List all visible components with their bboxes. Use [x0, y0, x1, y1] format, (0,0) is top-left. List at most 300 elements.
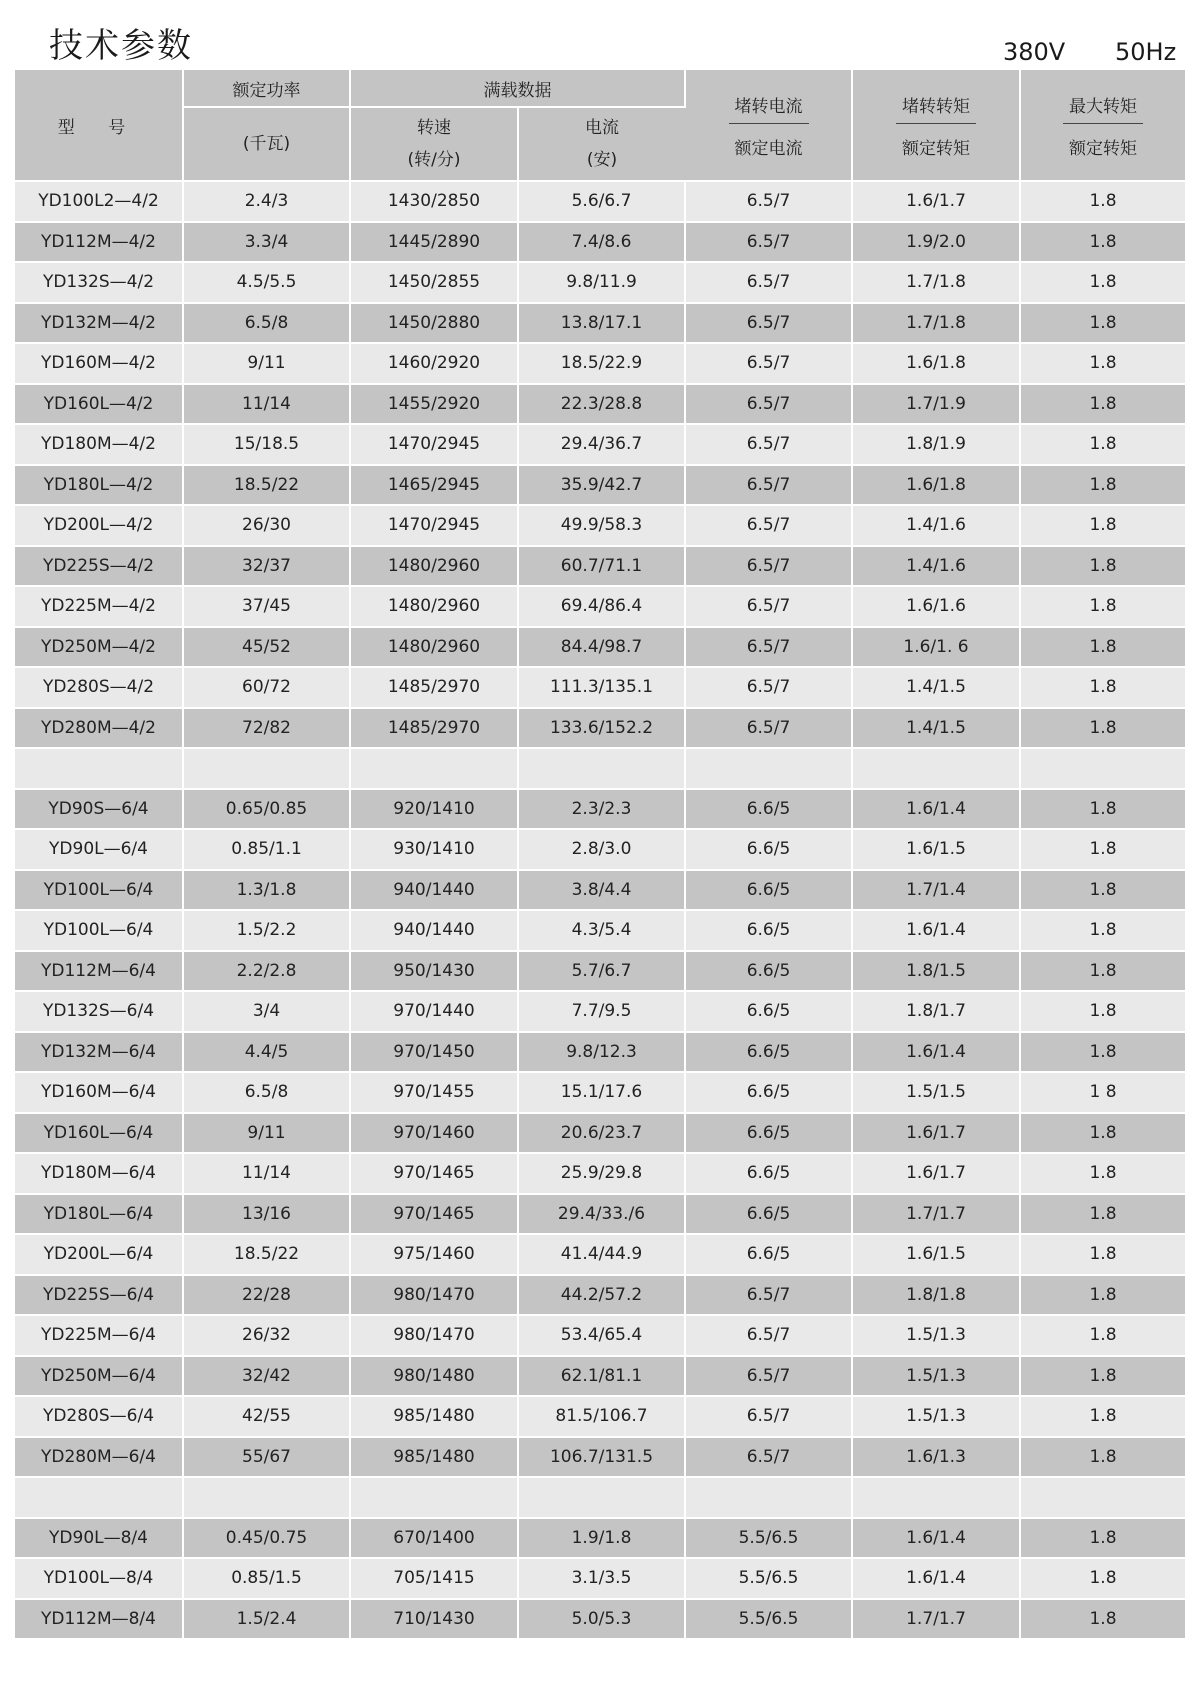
cell-model: YD112M—6/4	[15, 951, 183, 992]
header-model: 型 号	[15, 70, 183, 181]
cell-speed: 1465/2945	[350, 465, 518, 506]
cell-model: YD112M—4/2	[15, 222, 183, 263]
cell-model: YD225M—4/2	[15, 586, 183, 627]
page-title: 技术参数	[49, 26, 193, 66]
cell-model: YD160M—4/2	[15, 343, 183, 384]
cell-current: 3.1/3.5	[518, 1558, 685, 1599]
rated-current-label: 额定电流	[734, 138, 803, 159]
cell-locked-current-ratio: 6.6/5	[685, 789, 852, 830]
cell-max-torque-ratio: 1 8	[1020, 1072, 1185, 1113]
cell-current	[518, 748, 685, 789]
cell-current: 25.9/29.8	[518, 1153, 685, 1194]
cell-current: 9.8/12.3	[518, 1032, 685, 1073]
table-row	[15, 1396, 1185, 1437]
cell-rated-power	[183, 1477, 350, 1518]
cell-locked-torque-ratio: 1.8/1.5	[852, 951, 1020, 992]
cell-speed: 1455/2920	[350, 384, 518, 425]
cell-model: YD200L—6/4	[15, 1234, 183, 1275]
cell-max-torque-ratio: 1.8	[1020, 951, 1185, 992]
cell-locked-torque-ratio: 1.8/1.9	[852, 424, 1020, 465]
cell-locked-torque-ratio	[852, 1477, 1020, 1518]
cell-current: 29.4/36.7	[518, 424, 685, 465]
header-rated-power: 额定功率	[183, 70, 350, 107]
cell-max-torque-ratio: 1.8	[1020, 1437, 1185, 1478]
cell-locked-torque-ratio: 1.7/1.4	[852, 870, 1020, 911]
cell-rated-power: 3.3/4	[183, 222, 350, 263]
cell-model: YD160L—6/4	[15, 1113, 183, 1154]
cell-max-torque-ratio: 1.8	[1020, 708, 1185, 749]
cell-rated-power: 18.5/22	[183, 465, 350, 506]
cell-locked-torque-ratio: 1.6/1.3	[852, 1437, 1020, 1478]
cell-locked-current-ratio: 5.5/6.5	[685, 1558, 852, 1599]
max-torque-label: 最大转矩	[1063, 92, 1143, 124]
cell-rated-power: 2.4/3	[183, 181, 350, 222]
cell-model: YD100L—6/4	[15, 870, 183, 911]
cell-current: 49.9/58.3	[518, 505, 685, 546]
cell-rated-power: 4.4/5	[183, 1032, 350, 1073]
cell-locked-torque-ratio: 1.7/1.7	[852, 1194, 1020, 1235]
table-row	[15, 829, 1185, 870]
cell-max-torque-ratio: 1.8	[1020, 1113, 1185, 1154]
table-row	[15, 181, 1185, 222]
cell-speed: 1450/2855	[350, 262, 518, 303]
locked-torque-label: 堵转转矩	[896, 92, 976, 124]
table-row	[15, 667, 1185, 708]
cell-current: 44.2/57.2	[518, 1275, 685, 1316]
header-speed	[350, 107, 518, 181]
header-rated-power-unit: (千瓦)	[183, 107, 350, 181]
cell-locked-torque-ratio: 1.7/1.8	[852, 303, 1020, 344]
cell-model: YD132S—6/4	[15, 991, 183, 1032]
cell-locked-current-ratio: 6.5/7	[685, 424, 852, 465]
cell-locked-current-ratio: 6.6/5	[685, 1194, 852, 1235]
cell-locked-torque-ratio: 1.7/1.9	[852, 384, 1020, 425]
cell-speed: 920/1410	[350, 789, 518, 830]
header-locked-current-ratio	[685, 70, 852, 181]
cell-speed: 1480/2960	[350, 546, 518, 587]
cell-locked-torque-ratio: 1.9/2.0	[852, 222, 1020, 263]
table-row	[15, 1194, 1185, 1235]
voltage-label: 380V	[1003, 38, 1066, 66]
cell-locked-torque-ratio: 1.5/1.3	[852, 1396, 1020, 1437]
cell-model: YD90L—8/4	[15, 1518, 183, 1559]
cell-model	[15, 1477, 183, 1518]
cell-locked-current-ratio: 6.5/7	[685, 1356, 852, 1397]
cell-model: YD160L—4/2	[15, 384, 183, 425]
cell-rated-power: 55/67	[183, 1437, 350, 1478]
cell-max-torque-ratio: 1.8	[1020, 789, 1185, 830]
cell-max-torque-ratio: 1.8	[1020, 1275, 1185, 1316]
cell-locked-torque-ratio: 1.6/1.5	[852, 829, 1020, 870]
table-row	[15, 951, 1185, 992]
table-row	[15, 870, 1185, 911]
cell-locked-torque-ratio: 1.6/1.7	[852, 181, 1020, 222]
cell-model: YD180M—4/2	[15, 424, 183, 465]
cell-model: YD200L—4/2	[15, 505, 183, 546]
cell-locked-torque-ratio: 1.6/1.7	[852, 1153, 1020, 1194]
table-row	[15, 627, 1185, 668]
cell-model: YD90L—6/4	[15, 829, 183, 870]
cell-max-torque-ratio: 1.8	[1020, 343, 1185, 384]
cell-speed: 980/1480	[350, 1356, 518, 1397]
cell-model: YD180L—6/4	[15, 1194, 183, 1235]
table-row	[15, 1072, 1185, 1113]
cell-max-torque-ratio: 1.8	[1020, 870, 1185, 911]
frequency-label: 50Hz	[1115, 38, 1177, 66]
cell-current: 18.5/22.9	[518, 343, 685, 384]
cell-locked-current-ratio: 6.5/7	[685, 1315, 852, 1356]
cell-max-torque-ratio: 1.8	[1020, 1599, 1185, 1640]
cell-current: 3.8/4.4	[518, 870, 685, 911]
cell-current: 2.3/2.3	[518, 789, 685, 830]
cell-rated-power: 32/37	[183, 546, 350, 587]
cell-locked-torque-ratio: 1.6/1.5	[852, 1234, 1020, 1275]
cell-rated-power: 1.5/2.2	[183, 910, 350, 951]
cell-max-torque-ratio: 1.8	[1020, 627, 1185, 668]
speed-label: 转速	[417, 118, 451, 138]
cell-model: YD180M—6/4	[15, 1153, 183, 1194]
cell-rated-power: 72/82	[183, 708, 350, 749]
page-header	[15, 18, 1185, 70]
cell-max-torque-ratio: 1.8	[1020, 667, 1185, 708]
cell-rated-power: 18.5/22	[183, 1234, 350, 1275]
cell-speed: 710/1430	[350, 1599, 518, 1640]
cell-rated-power: 60/72	[183, 667, 350, 708]
cell-locked-torque-ratio: 1.6/1.8	[852, 343, 1020, 384]
cell-locked-torque-ratio: 1.6/1.4	[852, 1558, 1020, 1599]
cell-max-torque-ratio: 1.8	[1020, 1234, 1185, 1275]
cell-speed: 950/1430	[350, 951, 518, 992]
cell-speed: 940/1440	[350, 870, 518, 911]
cell-model: YD225S—6/4	[15, 1275, 183, 1316]
cell-locked-current-ratio: 6.5/7	[685, 505, 852, 546]
cell-speed: 670/1400	[350, 1518, 518, 1559]
header-full-load: 满载数据	[350, 70, 685, 107]
cell-rated-power: 4.5/5.5	[183, 262, 350, 303]
cell-locked-current-ratio: 6.6/5	[685, 870, 852, 911]
cell-rated-power: 2.2/2.8	[183, 951, 350, 992]
speed-unit: (转/分)	[407, 150, 461, 170]
table-row	[15, 1477, 1185, 1518]
cell-speed: 970/1450	[350, 1032, 518, 1073]
cell-max-torque-ratio: 1.8	[1020, 1396, 1185, 1437]
cell-locked-torque-ratio	[852, 748, 1020, 789]
cell-current: 111.3/135.1	[518, 667, 685, 708]
cell-locked-torque-ratio: 1.6/1.7	[852, 1113, 1020, 1154]
table-row	[15, 708, 1185, 749]
cell-current: 7.4/8.6	[518, 222, 685, 263]
cell-model: YD250M—4/2	[15, 627, 183, 668]
cell-locked-current-ratio: 6.5/7	[685, 1437, 852, 1478]
current-label: 电流	[585, 118, 619, 138]
cell-speed: 970/1465	[350, 1153, 518, 1194]
cell-locked-current-ratio: 6.6/5	[685, 910, 852, 951]
cell-speed: 940/1440	[350, 910, 518, 951]
table-row	[15, 505, 1185, 546]
cell-speed: 975/1460	[350, 1234, 518, 1275]
cell-locked-current-ratio: 6.5/7	[685, 1275, 852, 1316]
cell-rated-power	[183, 748, 350, 789]
cell-current: 106.7/131.5	[518, 1437, 685, 1478]
cell-locked-current-ratio: 6.6/5	[685, 1072, 852, 1113]
cell-locked-torque-ratio: 1.4/1.5	[852, 708, 1020, 749]
cell-max-torque-ratio: 1.8	[1020, 910, 1185, 951]
cell-max-torque-ratio: 1.8	[1020, 181, 1185, 222]
cell-model	[15, 748, 183, 789]
cell-locked-current-ratio: 6.5/7	[685, 1396, 852, 1437]
cell-speed: 1480/2960	[350, 586, 518, 627]
cell-model: YD225S—4/2	[15, 546, 183, 587]
cell-current: 9.8/11.9	[518, 262, 685, 303]
cell-speed: 980/1470	[350, 1275, 518, 1316]
cell-speed: 1450/2880	[350, 303, 518, 344]
cell-locked-current-ratio: 6.6/5	[685, 991, 852, 1032]
cell-rated-power: 3/4	[183, 991, 350, 1032]
cell-speed: 970/1440	[350, 991, 518, 1032]
cell-rated-power: 0.65/0.85	[183, 789, 350, 830]
current-unit: (安)	[586, 150, 618, 170]
cell-locked-torque-ratio: 1.4/1.6	[852, 546, 1020, 587]
cell-current: 13.8/17.1	[518, 303, 685, 344]
cell-current: 5.7/6.7	[518, 951, 685, 992]
cell-max-torque-ratio: 1.8	[1020, 222, 1185, 263]
cell-locked-torque-ratio: 1.7/1.8	[852, 262, 1020, 303]
cell-current: 41.4/44.9	[518, 1234, 685, 1275]
cell-max-torque-ratio	[1020, 1477, 1185, 1518]
cell-current: 53.4/65.4	[518, 1315, 685, 1356]
cell-max-torque-ratio: 1.8	[1020, 829, 1185, 870]
cell-max-torque-ratio: 1.8	[1020, 1032, 1185, 1073]
cell-locked-torque-ratio: 1.6/1.4	[852, 1518, 1020, 1559]
cell-speed	[350, 1477, 518, 1518]
cell-locked-torque-ratio: 1.7/1.7	[852, 1599, 1020, 1640]
cell-current	[518, 1477, 685, 1518]
cell-locked-torque-ratio: 1.4/1.5	[852, 667, 1020, 708]
table-row	[15, 465, 1185, 506]
cell-rated-power: 32/42	[183, 1356, 350, 1397]
cell-locked-torque-ratio: 1.8/1.8	[852, 1275, 1020, 1316]
cell-locked-current-ratio: 5.5/6.5	[685, 1518, 852, 1559]
table-row	[15, 343, 1185, 384]
cell-current: 60.7/71.1	[518, 546, 685, 587]
cell-speed: 985/1480	[350, 1396, 518, 1437]
cell-locked-current-ratio: 6.6/5	[685, 1113, 852, 1154]
cell-rated-power: 11/14	[183, 384, 350, 425]
cell-max-torque-ratio: 1.8	[1020, 586, 1185, 627]
cell-rated-power: 0.85/1.1	[183, 829, 350, 870]
cell-locked-torque-ratio: 1.5/1.3	[852, 1356, 1020, 1397]
cell-model: YD225M—6/4	[15, 1315, 183, 1356]
cell-rated-power: 42/55	[183, 1396, 350, 1437]
cell-locked-current-ratio: 6.6/5	[685, 1234, 852, 1275]
cell-max-torque-ratio: 1.8	[1020, 546, 1185, 587]
cell-locked-current-ratio: 6.5/7	[685, 222, 852, 263]
cell-model: YD280S—4/2	[15, 667, 183, 708]
cell-rated-power: 9/11	[183, 1113, 350, 1154]
cell-max-torque-ratio: 1.8	[1020, 465, 1185, 506]
cell-speed: 1430/2850	[350, 181, 518, 222]
cell-max-torque-ratio: 1.8	[1020, 384, 1185, 425]
table-row	[15, 1032, 1185, 1073]
table-row	[15, 222, 1185, 263]
cell-rated-power: 6.5/8	[183, 1072, 350, 1113]
cell-locked-current-ratio	[685, 748, 852, 789]
cell-speed: 1485/2970	[350, 708, 518, 749]
cell-speed: 1480/2960	[350, 627, 518, 668]
cell-speed: 970/1455	[350, 1072, 518, 1113]
table-row	[15, 1315, 1185, 1356]
cell-model: YD160M—6/4	[15, 1072, 183, 1113]
cell-model: YD90S—6/4	[15, 789, 183, 830]
table-row	[15, 1275, 1185, 1316]
cell-current: 15.1/17.6	[518, 1072, 685, 1113]
cell-locked-current-ratio: 6.6/5	[685, 829, 852, 870]
cell-locked-current-ratio: 6.5/7	[685, 465, 852, 506]
cell-max-torque-ratio: 1.8	[1020, 1315, 1185, 1356]
table-row	[15, 1558, 1185, 1599]
table-row	[15, 1234, 1185, 1275]
cell-locked-current-ratio: 6.5/7	[685, 384, 852, 425]
cell-max-torque-ratio: 1.8	[1020, 1356, 1185, 1397]
cell-current: 133.6/152.2	[518, 708, 685, 749]
cell-current: 5.6/6.7	[518, 181, 685, 222]
table-row	[15, 1356, 1185, 1397]
cell-speed: 970/1460	[350, 1113, 518, 1154]
table-row	[15, 789, 1185, 830]
cell-speed	[350, 748, 518, 789]
cell-locked-current-ratio: 6.6/5	[685, 1153, 852, 1194]
cell-max-torque-ratio: 1.8	[1020, 262, 1185, 303]
cell-rated-power: 26/30	[183, 505, 350, 546]
cell-max-torque-ratio: 1.8	[1020, 505, 1185, 546]
cell-max-torque-ratio	[1020, 748, 1185, 789]
cell-max-torque-ratio: 1.8	[1020, 424, 1185, 465]
cell-locked-current-ratio: 6.5/7	[685, 303, 852, 344]
cell-current: 84.4/98.7	[518, 627, 685, 668]
cell-locked-current-ratio: 6.5/7	[685, 546, 852, 587]
cell-rated-power: 22/28	[183, 1275, 350, 1316]
cell-locked-torque-ratio: 1.6/1.4	[852, 789, 1020, 830]
rated-torque-label: 额定转矩	[902, 138, 970, 159]
cell-speed: 1445/2890	[350, 222, 518, 263]
cell-locked-torque-ratio: 1.6/1.8	[852, 465, 1020, 506]
cell-locked-torque-ratio: 1.8/1.7	[852, 991, 1020, 1032]
cell-locked-torque-ratio: 1.5/1.5	[852, 1072, 1020, 1113]
cell-model: YD132M—4/2	[15, 303, 183, 344]
cell-locked-current-ratio: 6.5/7	[685, 262, 852, 303]
table-row	[15, 262, 1185, 303]
cell-rated-power: 9/11	[183, 343, 350, 384]
cell-locked-current-ratio	[685, 1477, 852, 1518]
cell-locked-current-ratio: 6.5/7	[685, 343, 852, 384]
cell-rated-power: 1.3/1.8	[183, 870, 350, 911]
cell-max-torque-ratio: 1.8	[1020, 991, 1185, 1032]
cell-current: 7.7/9.5	[518, 991, 685, 1032]
cell-current: 22.3/28.8	[518, 384, 685, 425]
cell-current: 62.1/81.1	[518, 1356, 685, 1397]
cell-max-torque-ratio: 1.8	[1020, 1153, 1185, 1194]
table-row	[15, 910, 1185, 951]
cell-current: 5.0/5.3	[518, 1599, 685, 1640]
table-row	[15, 586, 1185, 627]
table-row	[15, 1437, 1185, 1478]
cell-rated-power: 6.5/8	[183, 303, 350, 344]
cell-speed: 930/1410	[350, 829, 518, 870]
header-max-torque-ratio	[1020, 70, 1185, 181]
locked-current-label: 堵转电流	[729, 92, 809, 124]
cell-speed: 980/1470	[350, 1315, 518, 1356]
cell-rated-power: 0.45/0.75	[183, 1518, 350, 1559]
table-row	[15, 424, 1185, 465]
cell-current: 69.4/86.4	[518, 586, 685, 627]
cell-current: 20.6/23.7	[518, 1113, 685, 1154]
cell-locked-torque-ratio: 1.6/1.4	[852, 910, 1020, 951]
cell-model: YD100L—8/4	[15, 1558, 183, 1599]
header-locked-torque-ratio	[852, 70, 1020, 181]
cell-current: 35.9/42.7	[518, 465, 685, 506]
table-row	[15, 1153, 1185, 1194]
cell-locked-current-ratio: 6.5/7	[685, 627, 852, 668]
cell-max-torque-ratio: 1.8	[1020, 303, 1185, 344]
cell-model: YD280M—4/2	[15, 708, 183, 749]
cell-model: YD280M—6/4	[15, 1437, 183, 1478]
table-header	[15, 70, 1185, 181]
cell-model: YD180L—4/2	[15, 465, 183, 506]
rated-torque-label-2: 额定转矩	[1069, 138, 1137, 159]
cell-speed: 705/1415	[350, 1558, 518, 1599]
table-row	[15, 991, 1185, 1032]
table-body	[15, 181, 1185, 1639]
cell-speed: 1460/2920	[350, 343, 518, 384]
cell-rated-power: 11/14	[183, 1153, 350, 1194]
table-row	[15, 384, 1185, 425]
cell-max-torque-ratio: 1.8	[1020, 1558, 1185, 1599]
cell-locked-torque-ratio: 1.5/1.3	[852, 1315, 1020, 1356]
cell-speed: 1470/2945	[350, 424, 518, 465]
table-row	[15, 748, 1185, 789]
cell-locked-current-ratio: 6.5/7	[685, 667, 852, 708]
cell-max-torque-ratio: 1.8	[1020, 1518, 1185, 1559]
cell-locked-current-ratio: 6.5/7	[685, 181, 852, 222]
cell-model: YD132M—6/4	[15, 1032, 183, 1073]
cell-speed: 985/1480	[350, 1437, 518, 1478]
cell-locked-current-ratio: 6.5/7	[685, 586, 852, 627]
table-row	[15, 1599, 1185, 1640]
cell-locked-current-ratio: 6.5/7	[685, 708, 852, 749]
header-current	[518, 107, 685, 181]
cell-speed: 1485/2970	[350, 667, 518, 708]
table-row	[15, 1113, 1185, 1154]
cell-max-torque-ratio: 1.8	[1020, 1194, 1185, 1235]
cell-locked-current-ratio: 6.6/5	[685, 951, 852, 992]
cell-model: YD280S—6/4	[15, 1396, 183, 1437]
cell-current: 2.8/3.0	[518, 829, 685, 870]
table-row	[15, 303, 1185, 344]
cell-model: YD100L2—4/2	[15, 181, 183, 222]
cell-locked-torque-ratio: 1.6/1.4	[852, 1032, 1020, 1073]
cell-model: YD100L—6/4	[15, 910, 183, 951]
cell-locked-torque-ratio: 1.6/1. 6	[852, 627, 1020, 668]
cell-rated-power: 1.5/2.4	[183, 1599, 350, 1640]
cell-speed: 970/1465	[350, 1194, 518, 1235]
cell-locked-current-ratio: 5.5/6.5	[685, 1599, 852, 1640]
cell-locked-current-ratio: 6.6/5	[685, 1032, 852, 1073]
cell-rated-power: 13/16	[183, 1194, 350, 1235]
cell-rated-power: 15/18.5	[183, 424, 350, 465]
cell-model: YD112M—8/4	[15, 1599, 183, 1640]
cell-locked-torque-ratio: 1.6/1.6	[852, 586, 1020, 627]
table-row	[15, 1518, 1185, 1559]
